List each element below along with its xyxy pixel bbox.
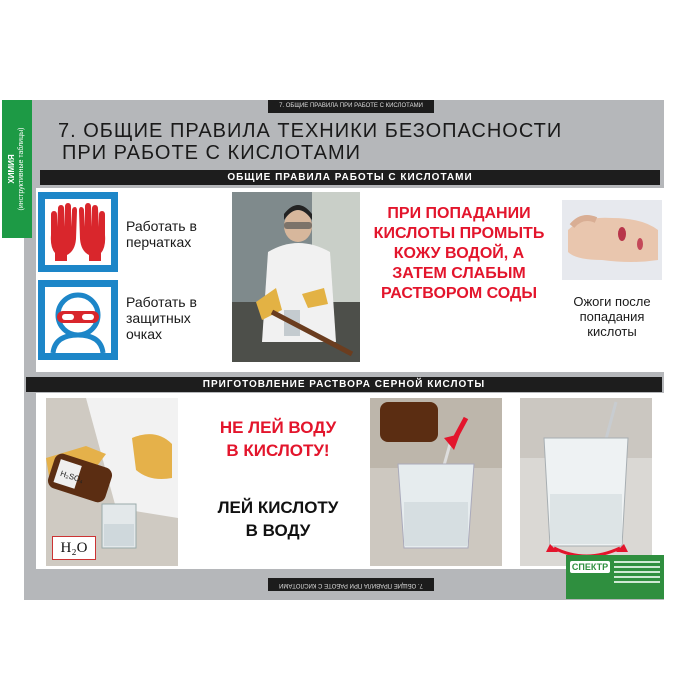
side-tab-subject: ХИМИЯ — [7, 154, 16, 184]
skin-wash-warning: ПРИ ПОПАДАНИИ КИСЛОТЫ ПРОМЫТЬ КОЖУ ВОДОЙ, А ЗАТЕМ СЛАБЫМ РАСТВОРОМ СОДЫ — [373, 205, 545, 302]
publisher-brand: СПЕКТР — [571, 562, 609, 572]
bottle-label: H₂SO₄ — [59, 468, 85, 485]
gloves-icon — [38, 192, 118, 272]
goggles-icon — [38, 280, 118, 360]
lab-worker-photo — [232, 192, 360, 362]
acid-into-water-instruction: ЛЕЙ КИСЛОТУ В ВОДУ — [217, 498, 339, 540]
no-water-into-acid-warning: НЕ ЛЕЙ ВОДУ В КИСЛОТУ! — [219, 418, 337, 460]
side-tab-subtitle: (инструктивные таблицы) — [18, 127, 25, 211]
side-tab — [2, 100, 32, 238]
section2-heading: ПРИГОТОВЛЕНИЕ РАСТВОРА СЕРНОЙ КИСЛОТЫ — [26, 377, 662, 392]
top-tab: 7. ОБЩИЕ ПРАВИЛА ПРИ РАБОТЕ С КИСЛОТАМИ — [268, 100, 434, 113]
burn-label: Ожоги после попадания кислоты — [573, 294, 651, 339]
water-badge: H₂O — [52, 536, 96, 560]
title-line-1: 7. ОБЩИЕ ПРАВИЛА ТЕХНИКИ БЕЗОПАСНОСТИ — [58, 120, 563, 142]
pouring-acid-photo — [46, 398, 178, 566]
title-line-2: ПРИ РАБОТЕ С КИСЛОТАМИ — [62, 142, 361, 164]
burn-photo — [562, 200, 662, 280]
gloves-label: Работать в перчатках — [126, 218, 197, 250]
beaker-pour-photo — [370, 398, 502, 566]
publisher-logo — [566, 555, 664, 599]
section1-heading: ОБЩИЕ ПРАВИЛА РАБОТЫ С КИСЛОТАМИ — [40, 170, 660, 185]
stirring-photo — [520, 398, 652, 566]
bottom-tab: 7. ОБЩИЕ ПРАВИЛА ПРИ РАБОТЕ С КИСЛОТАМИ — [268, 578, 434, 591]
page-title — [58, 120, 618, 164]
goggles-label: Работать в защитных очках — [126, 294, 197, 342]
